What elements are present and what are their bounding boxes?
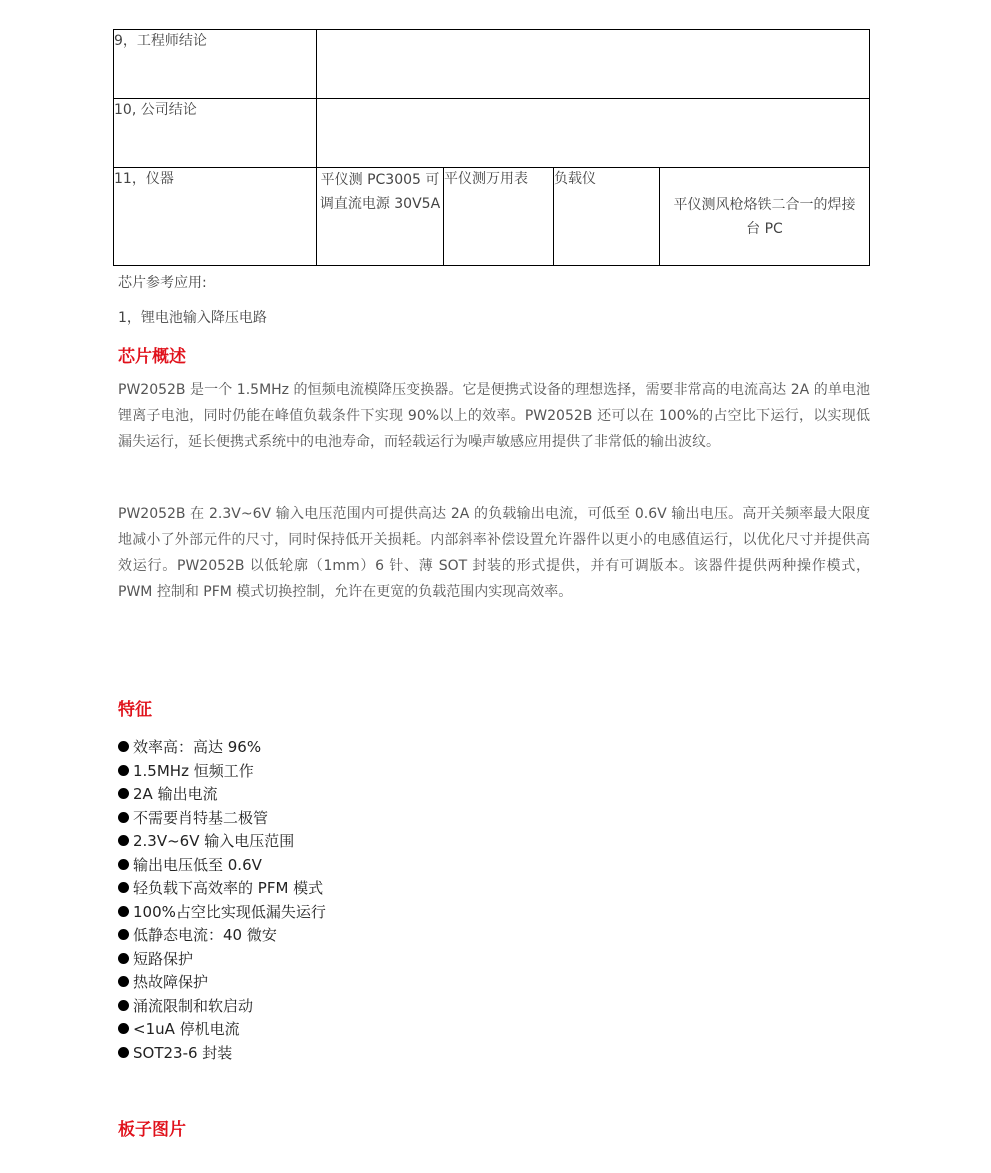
feature-text: 轻负载下高效率的 PFM 模式 xyxy=(133,879,324,897)
overview-paragraph-2: PW2052B 在 2.3V~6V 输入电压范围内可提供高达 2A 的负载输出电流，可低至 0.6V 输出电压。高开关频率最大限度地减小了外部元件的尺寸，同时保持低开关损耗。内部斜率补偿设置允许器件以更小的电感值运行，以优化尺寸并提供高效运行。PW2052B 以低轮廓（1mm）6 针、薄 SOT 封装的形式提供，并有可调版本。该器件提供两种操作模式，PWM 控制和 PFM 模式切换控制，允许在更宽的负载范围内实现高效率。 xyxy=(118,506,870,600)
feature-item xyxy=(118,807,326,831)
bullet-icon xyxy=(118,906,129,917)
bullet-icon xyxy=(118,953,129,964)
engineer-conclusion-label: 9，工程师结论 xyxy=(114,30,317,99)
bullet-icon xyxy=(118,812,129,823)
instrument-table xyxy=(113,29,870,266)
instrument-multimeter: 平仪测万用表 xyxy=(444,168,554,266)
bullet-icon xyxy=(118,929,129,940)
bullet-icon xyxy=(118,976,129,987)
bullet-icon xyxy=(118,1047,129,1058)
board-picture-heading: 板子图片 xyxy=(118,1120,186,1140)
feature-item xyxy=(118,736,326,760)
table-row xyxy=(114,30,870,99)
bullet-icon xyxy=(118,1000,129,1011)
feature-text: 2.3V~6V 输入电压范围 xyxy=(133,832,295,850)
feature-text: 涌流限制和软启动 xyxy=(133,996,254,1015)
feature-text: 100%占空比实现低漏失运行 xyxy=(133,902,326,921)
feature-item xyxy=(118,901,326,925)
feature-text: 短路保护 xyxy=(133,949,194,968)
feature-list xyxy=(118,736,326,1065)
instrument-soldering-station: 平仪测风枪烙铁二合一的焊接台 PC xyxy=(660,168,870,266)
feature-text: 热故障保护 xyxy=(133,973,209,991)
feature-item xyxy=(118,830,326,854)
bullet-icon xyxy=(118,765,129,776)
reference-application-title: 芯片参考应用: xyxy=(118,275,207,291)
feature-item xyxy=(118,854,326,878)
instrument-load: 负载仪 xyxy=(554,168,660,266)
overview-heading: 芯片概述 xyxy=(118,347,186,367)
feature-item xyxy=(118,877,326,901)
features-heading: 特征 xyxy=(118,700,152,720)
bullet-icon xyxy=(118,1023,129,1034)
reference-application-item: 1，锂电池输入降压电路 xyxy=(118,310,267,326)
feature-item xyxy=(118,995,326,1019)
company-conclusion-label: 10, 公司结论 xyxy=(114,99,317,168)
table-row xyxy=(114,168,870,266)
feature-item xyxy=(118,948,326,972)
feature-item xyxy=(118,783,326,807)
feature-item xyxy=(118,1042,326,1066)
feature-item xyxy=(118,971,326,995)
instrument-label: 11，仪器 xyxy=(114,168,317,266)
bullet-icon xyxy=(118,859,129,870)
bullet-icon xyxy=(118,882,129,893)
bullet-icon xyxy=(118,741,129,752)
feature-text: SOT23-6 封装 xyxy=(133,1043,233,1062)
bullet-icon xyxy=(118,835,129,846)
company-conclusion-value xyxy=(317,99,870,168)
feature-text: 不需要肖特基二极管 xyxy=(133,808,269,827)
feature-text: 1.5MHz 恒频工作 xyxy=(133,761,254,780)
overview-paragraph-1: PW2052B 是一个 1.5MHz 的恒频电流模降压变换器。它是便携式设备的理想选择，需要非常高的电流高达 2A 的单电池锂离子电池，同时仍能在峰值负载条件下实现 90%以上的效率。PW2052B 还可以在 100%的占空比下运行，以实现低漏失运行，延长便携式系统中的电池寿命，而轻载运行为噪声敏感应用提供了非常低的输出波纹。 xyxy=(118,382,870,450)
feature-text: 2A 输出电流 xyxy=(133,785,218,803)
table-row xyxy=(114,99,870,168)
feature-item xyxy=(118,1018,326,1042)
feature-text: <1uA 停机电流 xyxy=(133,1020,240,1038)
feature-item xyxy=(118,760,326,784)
feature-text: 效率高：高达 96% xyxy=(133,738,262,756)
engineer-conclusion-value xyxy=(317,30,870,99)
feature-text: 低静态电流：40 微安 xyxy=(133,926,277,944)
instrument-power-supply: 平仪测 PC3005 可调直流电源 30V5A xyxy=(317,168,444,266)
feature-item xyxy=(118,924,326,948)
bullet-icon xyxy=(118,788,129,799)
feature-text: 输出电压低至 0.6V xyxy=(133,855,262,874)
